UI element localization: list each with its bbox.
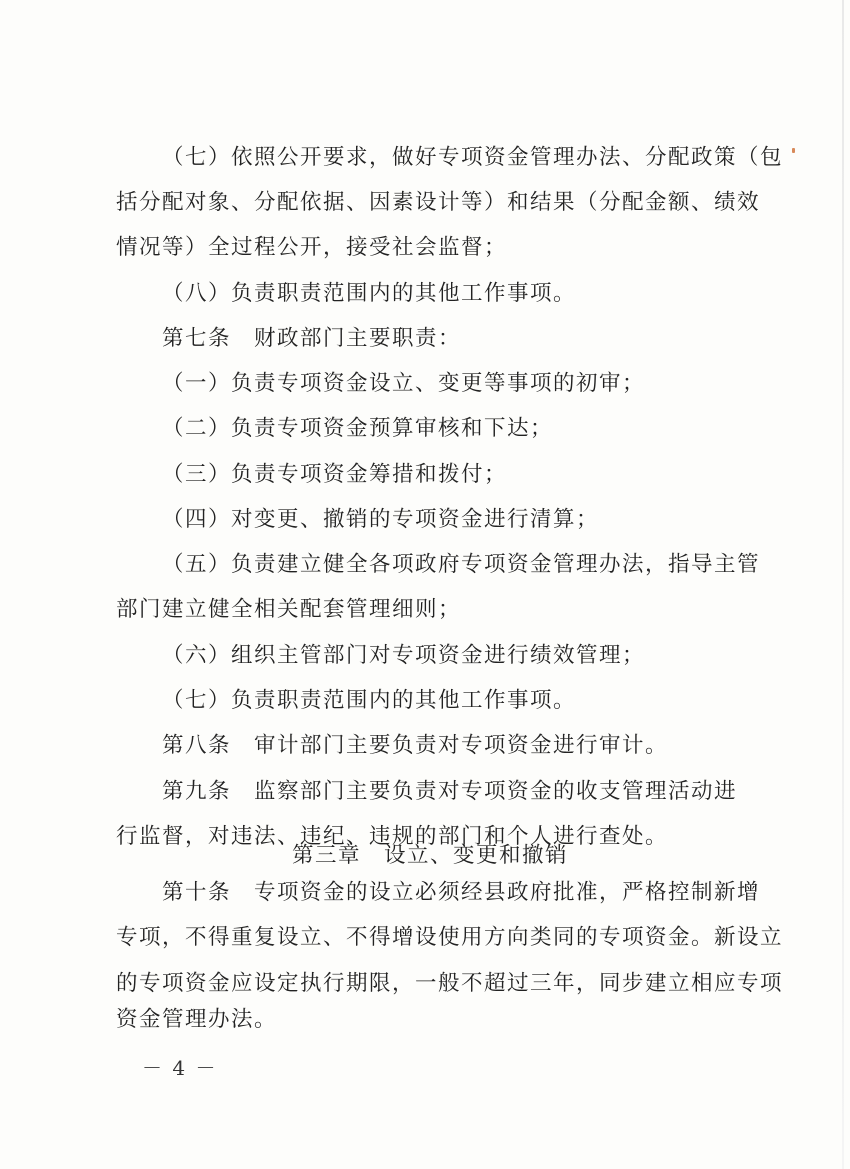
page-number: － 4 － (142, 1056, 218, 1080)
text-line: （三）负责专项资金筹措和拨付； (162, 462, 508, 487)
text-line: 行监督，对违法、违纪、违规的部门和个人进行查处。 (116, 824, 669, 849)
chapter-heading: 第三章 设立、变更和撤销 (292, 843, 569, 868)
article-title: 第八条 审计部门主要负责对专项资金进行审计。 (162, 733, 669, 758)
article-title: 第七条 财政部门主要职责： (162, 326, 462, 351)
text-line: （七）依照公开要求，做好专项资金管理办法、分配政策（包 (162, 145, 784, 170)
text-line: 的专项资金应设定执行期限，一般不超过三年，同步建立相应专项 (116, 971, 784, 996)
text-line: （五）负责建立健全各项政府专项资金管理办法，指导主管 (162, 552, 761, 577)
text-line: 情况等）全过程公开，接受社会监督； (116, 235, 508, 260)
text-line: 资金管理办法。 (116, 1007, 278, 1032)
article-title: 第十条 专项资金的设立必须经县政府批准，严格控制新增 (162, 880, 761, 905)
text-line: （八）负责职责范围内的其他工作事项。 (162, 281, 577, 306)
text-line: （二）负责专项资金预算审核和下达； (162, 416, 554, 441)
text-line: 专项，不得重复设立、不得增设使用方向类同的专项资金。新设立 (116, 925, 784, 950)
text-line: （六）组织主管部门对专项资金进行绩效管理； (162, 643, 646, 668)
text-line: （四）对变更、撤销的专项资金进行清算； (162, 507, 600, 532)
text-line: 括分配对象、分配依据、因素设计等）和结果（分配金额、绩效 (116, 190, 761, 215)
text-line: （七）负责职责范围内的其他工作事项。 (162, 688, 577, 713)
article-title: 第九条 监察部门主要负责对专项资金的收支管理活动进 (162, 779, 738, 804)
text-line: （一）负责专项资金设立、变更等事项的初审； (162, 371, 646, 396)
page-edge (842, 0, 844, 1169)
text-line: 部门建立健全相关配套管理细则； (116, 597, 462, 622)
ink-speck (792, 148, 795, 153)
